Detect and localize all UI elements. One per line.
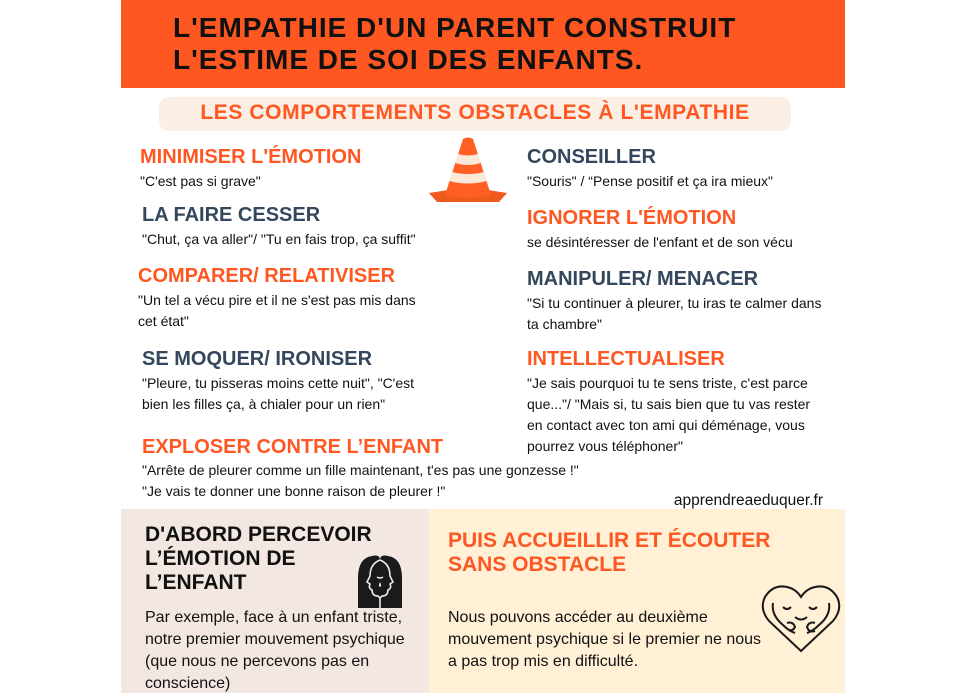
panel-title: PUIS ACCUEILLIR ET ÉCOUTER SANS OBSTACLE	[448, 529, 771, 576]
behavior-title: INTELLECTUALISER	[527, 348, 725, 370]
behavior-title: IGNORER L'ÉMOTION	[527, 207, 737, 229]
behavior-se-moquer	[142, 347, 442, 415]
behavior-title: EXPLOSER CONTRE L’ENFANT	[142, 436, 444, 458]
behavior-ignorer	[527, 206, 793, 253]
behavior-title: MINIMISER L'ÉMOTION	[140, 146, 362, 168]
behavior-faire-cesser	[142, 203, 416, 250]
panel-text: Nous pouvons accéder au deuxième mouvement psychique si le premier ne nous a pas trop mis en difficulté.	[448, 609, 762, 670]
behavior-example: "Si tu continuer à pleurer, tu iras te calmer dans ta chambre"	[527, 295, 822, 332]
subtitle: LES COMPORTEMENTS OBSTACLES À L'EMPATHIE	[200, 101, 750, 124]
behavior-example: "Je sais pourquoi tu te sens triste, c'est parce que..."/ "Mais si, tu sais bien que tu vas rester en contact avec ton ami qui déménage, vous pourrez vous téléphoner"	[527, 375, 811, 454]
behavior-example: "Souris" / “Pense positif et ça ira mieux"	[527, 173, 774, 189]
behavior-example	[142, 460, 662, 502]
subtitle-pill	[159, 97, 791, 131]
behavior-example: "C'est pas si grave"	[140, 173, 261, 189]
infographic	[121, 0, 845, 693]
behavior-example: se désintéresser de l'enfant et de son vécu	[527, 234, 793, 250]
behavior-title: LA FAIRE CESSER	[142, 204, 321, 226]
behavior-title: MANIPULER/ MENACER	[527, 268, 759, 290]
behavior-intellectualiser	[527, 347, 827, 457]
panel-text: Par exemple, face à un enfant triste, notre premier mouvement psychique (que nous ne percevons pas en conscience)	[145, 609, 405, 692]
panel-accueillir	[429, 509, 845, 693]
behavior-example: "Un tel a vécu pire et il ne s'est pas mis dans cet état"	[138, 292, 416, 329]
panel-percevoir	[121, 509, 429, 693]
title-line-2: L'ESTIME DE SOI DES ENFANTS.	[173, 44, 644, 75]
two-faces-icon	[352, 552, 408, 608]
behavior-manipuler	[527, 267, 827, 335]
website-credit: apprendreaeduquer.fr	[673, 492, 823, 509]
title-line-1: L'EMPATHIE D'UN PARENT CONSTRUIT	[173, 12, 737, 43]
behavior-title: SE MOQUER/ IRONISER	[142, 348, 373, 370]
behavior-title: CONSEILLER	[527, 146, 656, 168]
traffic-cone-icon	[427, 135, 509, 205]
behavior-title: COMPARER/ RELATIVISER	[138, 265, 396, 287]
page-title	[173, 12, 736, 76]
behavior-example-line-2: "Je vais te donner une bonne raison de pleurer !"	[142, 483, 446, 499]
behavior-example-line-1: "Arrête de pleurer comme un fille maintenant, t'es pas une gonzesse !"	[142, 462, 579, 478]
behavior-conseiller	[527, 145, 773, 192]
panel-title: D'ABORD PERCEVOIR L’ÉMOTION DE L’ENFANT	[145, 523, 372, 594]
heart-hug-icon	[759, 581, 843, 655]
behavior-example: "Chut, ça va aller"/ "Tu en fais trop, ça suffit"	[142, 231, 416, 247]
header-banner	[121, 0, 845, 88]
behavior-example: "Pleure, tu pisseras moins cette nuit", "C'est bien les filles ça, à chialer pour un rien"	[142, 375, 415, 412]
behavior-minimiser	[140, 145, 361, 192]
behavior-comparer	[138, 264, 428, 332]
